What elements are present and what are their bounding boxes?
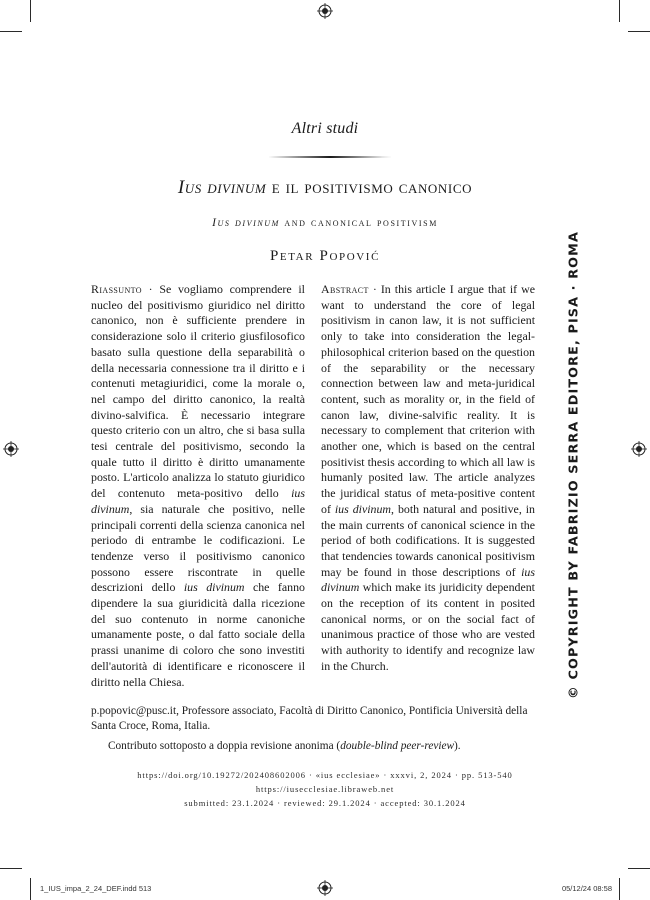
abstract-english xyxy=(321,282,535,675)
peer-review-note xyxy=(108,739,548,754)
doi-line: https://doi.org/10.19272/202408602006 · «ius ecclesiae» · xxxvi, 2, 2024 · pp. 513-540 xyxy=(137,770,513,780)
abstract-separator: · xyxy=(141,282,160,296)
author-name: Petar Popović xyxy=(269,248,381,264)
crop-mark xyxy=(619,878,620,900)
abstract-italian xyxy=(91,282,305,690)
article-subtitle xyxy=(0,217,650,229)
abstract-english-text-3: which make its juridicity dependent on the reception of its content in posited canonical norms, or on the social fact of unanimous practice of those who are vested with authority to identify and recognize law in the Church. xyxy=(321,580,535,673)
abstract-english-italic-2: ius divinum xyxy=(321,564,535,595)
crop-mark xyxy=(0,31,22,32)
registration-mark-right-icon xyxy=(631,441,647,457)
crop-mark xyxy=(628,31,650,32)
abstract-english-italic-1: ius divinum xyxy=(334,501,392,516)
copyright-text: © COPYRIGHT BY FABRIZIO SERRA EDITORE, PISA · ROMA xyxy=(566,231,582,699)
peer-review-italic: double-blind peer-review xyxy=(340,740,455,752)
abstract-italian-text-2: , sia naturale che positivo, nelle principali correnti della scienza canonica nel periodo di entrambe le codificazioni. Le tendenze verso il positivismo canonico possono essere riscontrate in quelle descrizioni dello xyxy=(91,501,305,595)
peer-review-end: ). xyxy=(454,740,461,752)
crop-mark xyxy=(628,868,650,869)
crop-mark xyxy=(30,0,31,22)
abstract-english-lead: Abstract xyxy=(321,282,369,296)
peer-review-text: Contributo sottoposto a doppia revisione anonima ( xyxy=(108,740,341,752)
abstract-english-text-2: , both natural and positive, in the main currents of canonical science in the period of both codifications. It is suggested that tendencies towards canonical positivism may be found in those descriptions of xyxy=(321,501,535,579)
abstract-italian-text-1: Se vogliamo comprendere il nucleo del positivismo giuridico nel diritto canonico, non è sufficiente prendere in considerazione solo il criterio giusfilosofico basato sulla questione della separabilità o della necessaria connessione tra il diritto e i contenuti metagiuridici, come la morale o, nel campo del diritto canonico, la realtà divino-salvifica. È necessario integrare questo criterio con un altro, che si basa sulla tesi centrale del positivismo, secondo la quale tutto il diritto è diritto umanamente posto. L'articolo analizza lo statuto giuridico del contenuto meta-positivo dello xyxy=(91,282,305,501)
crop-mark xyxy=(0,868,22,869)
article-subtitle-italic: Ius divinum xyxy=(212,217,280,229)
slug-date: 05/12/24 08:58 xyxy=(561,884,612,893)
abstract-separator: · xyxy=(368,282,381,296)
dates-line: submitted: 23.1.2024 · reviewed: 29.1.2024 · accepted: 30.1.2024 xyxy=(184,798,466,808)
crop-mark xyxy=(30,878,31,900)
crop-mark xyxy=(619,0,620,22)
author-affiliation: p.popovic@pusc.it, Professore associato, Facoltà di Diritto Canonico, Pontificia Università della Santa Croce, Roma, Italia. xyxy=(91,705,528,732)
article-title xyxy=(0,177,650,199)
title-rule xyxy=(268,156,392,158)
abstract-italian-text-3: che fanno dipendere la sua giuridicità dalla ricezione del suo contenuto in norme canoniche umanamente poste, o dal fatto sociale della prassi unanime di coloro che sono investiti dell'autorità di identificare e riconoscere il diritto nella Chiesa. xyxy=(91,580,305,689)
registration-mark-bottom-icon xyxy=(317,880,333,896)
url-line: https://iusecclesiae.libraweb.net xyxy=(255,784,395,794)
article-title-rest: e il positivismo canonico xyxy=(271,177,473,198)
abstract-italian-italic-1: ius divinum xyxy=(91,486,305,516)
registration-mark-top-icon xyxy=(317,3,333,19)
slug-filename: 1_IUS_impa_2_24_DEF.indd 513 xyxy=(40,884,152,893)
abstract-italian-italic-2: ius divinum xyxy=(183,580,245,595)
abstract-italian-lead: Riassunto xyxy=(91,282,142,296)
article-subtitle-rest: and canonical positivism xyxy=(284,217,438,229)
abstract-english-text-1: In this article I argue that if we want to understand the core of legal positivism in canon law, it is not sufficient only to take into consideration the legal-philosophical criterion based on the question of the separability or the necessary connection between law and meta-juridical content, such as morality or, in the field of canon law, divine-salvific reality. It is necessary to complement that criterion with another one, which is based on the central positivist thesis according to which all law is humanly posited law. The article analyzes the juridical status of meta-positive content of xyxy=(321,282,535,516)
article-title-italic: Ius divinum xyxy=(177,177,267,198)
registration-mark-left-icon xyxy=(3,441,19,457)
section-title: Altri studi xyxy=(291,120,359,137)
